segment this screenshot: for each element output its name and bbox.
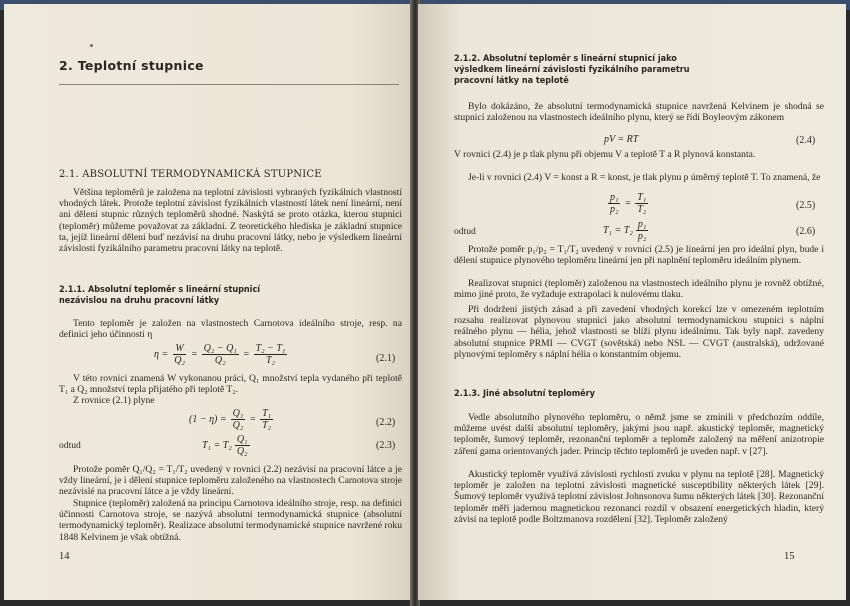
eq-2-6-frac-1: $\frac{\text{p₁}}{\text{p₂}}$ [637, 219, 647, 242]
equation-2-1: η = $\frac{W}{\text{Q₂}}$ = $\frac{\text{Q₂ − Q₁}}{\text{Q₂}}$ = $\frac{\text{T₂ − T₁}}{\text{T₂}}$ [154, 343, 286, 366]
eq-2-2-frac-2: $\frac{\text{T₁}}{\text{T₂}}$ [262, 408, 272, 431]
eq-2-5-number: (2.5) [796, 200, 816, 211]
eq-2-1-frac-2: $\frac{\text{Q₂ − Q₁}}{\text{Q₂}}$ [203, 343, 237, 366]
other-thermometers-paragraph: Vedle absolutního plynového teploměru, o němž jsme se zmínili v předchozím oddíle, můžeme uvést další absolutní teploměry, jakými jsou např. akustický teploměr, magnetický teploměr, šumový teploměr, rezonanční teploměr a teploměr založený na měření anizotropie záření gama orientovaných jader. Princip těchto teploměrů je uveden např. v [27]. [454, 412, 824, 457]
equation-2-5: $\frac{\text{p₁}}{\text{p₂}}$ = $\frac{\text{T₁}}{\text{T₂}}$ [610, 192, 647, 215]
right-page [418, 4, 846, 600]
eq-2-4-paragraph: V rovnici (2.4) je p tlak plynu při objemu V a teplotě T a R plynová konstanta. [454, 149, 756, 160]
section-heading-2-1: 2.1. ABSOLUTNÍ TERMODYNAMICKÁ STUPNICE [59, 169, 322, 180]
odtud-label-right: odtud [454, 226, 476, 237]
chapter-title: 2. Teplotní stupnice [59, 58, 204, 73]
page-number-right: 15 [784, 551, 795, 562]
subsection-heading-2-1-3: 2.1.3. Jiné absolutní teploměry [454, 389, 595, 399]
eq-2-2-frac-1: $\frac{\text{Q₁}}{\text{Q₂}}$ [232, 408, 244, 431]
proven-paragraph: Bylo dokázáno, že absolutní termodynamická stupnice navržená Kelvinem je shodná se stupnicí založenou na vlastnostech ideálního plynu, který se řídí Boyleovým zákonem [454, 101, 824, 124]
eq-2-1-frac-3: $\frac{\text{T₂ − T₁}}{\text{T₂}}$ [255, 343, 286, 366]
equation-2-2: (1 − η) = $\frac{\text{Q₁}}{\text{Q₂}}$ = $\frac{\text{T₁}}{\text{T₂}}$ [189, 408, 272, 431]
scale-paragraph: Stupnice (teploměr) založená na principu Carnotova ideálního stroje, resp. na definici účinnosti Carnotova stroje, se nazývá absolutní termodynamická stupnice (absolutní termodynamický teploměr). Realizace absolutní termodynamické stupnice navržené roku 1848 Kelvinem je však obtížná. [59, 498, 402, 543]
eq-2-1-number: (2.1) [376, 353, 396, 364]
ratio-paragraph: Protože poměr Q₁/Q₂ = T₁/T₂ uvedený v rovnici (2.2) nezávisí na pracovní látce a je vždy lineární, je i dělení stupnice teploměru založeného na vlastnostech Carnotova stroje nezávislé na pracovní látce a je vždy lineární. [59, 464, 402, 498]
equation-2-4: pV = RT [604, 134, 639, 145]
left-page [4, 4, 412, 600]
odtud-label-left: odtud [59, 440, 81, 451]
rules-paragraph: Při dodržení jistých zásad a při zavedení vhodných korekcí lze v omezeném teplotním rozsahu realizovat plynovou stupnici jako absolutní termodynamickou stupnici s náplní reálného plynu — hélia, jehož vlastnosti se blíží plynu ideálnímu. Tak byly např. zavedeny absolutní stupnice PRMI — CVGT (sovětská) nebo NSL — CVGT (australská), udržované plynovými teploměry s náplní hélia o konstantním objemu. [454, 304, 824, 360]
after-eq-2-1: V této rovnici znamená W vykonanou práci, Q₁ množství tepla vydaného při teplotě T₁ a Q₂ množství tepla přijatého při teplotě T₂. [59, 373, 402, 396]
eq-2-5-frac-1: $\frac{\text{p₁}}{\text{p₂}}$ [610, 192, 619, 215]
subsection-heading-2-1-2: 2.1.2. Absolutní teploměr s lineární stupnicí jako výsledkem lineární závislosti fyzikálního parametru pracovní látky na teplotě [454, 54, 690, 86]
equation-2-6: T₁ = T₂ $\frac{\text{p₁}}{\text{p₂}}$ [603, 219, 647, 242]
intro-paragraph: Většina teploměrů je založena na teplotní závislosti vybraných fyzikálních vlastností vhodných látek. Protože teplotní závislost fyzikálních vlastností látek není lineární, není ani dělení stupnic různých teploměrů shodné. Naskýtá se proto otázka, kterou stupnici (teploměr) můžeme považovat za základní. Z teoretického hlediska je základní stupnice ta, jejíž lineární dělení buď nezávisí na druhu pracovní látky, nebo je výsledkem lineární závislosti fyzikálního parametru pracovní látky na teplotě. [59, 187, 402, 255]
eq-2-1-lhs: η = [154, 349, 169, 360]
eq-2-3-frac-1: $\frac{\text{Q₁}}{\text{Q₂}}$ [236, 434, 248, 457]
print-speck [90, 44, 93, 47]
page-number-left: 14 [59, 551, 70, 562]
carnot-intro: Tento teploměr je založen na vlastnostech Carnotova ideálního stroje, resp. na definici jeho účinnosti η [59, 318, 402, 341]
eq-2-6-number: (2.6) [796, 226, 816, 237]
eq-2-2-number: (2.2) [376, 417, 396, 428]
eq-2-4-number: (2.4) [796, 135, 816, 146]
from-eq-2-1: Z rovnice (2.1) plyne [73, 395, 155, 406]
subsection-heading-2-1-1: 2.1.1. Absolutní teploměr s lineární stupnicí nezávislou na druhu pracovní látky [59, 285, 261, 306]
ratio-p-paragraph: Protože poměr p₁/p₂ = T₁/T₂ uvedený v rovnici (2.5) je lineární jen pro ideální plyn, bude i dělení stupnice plynového teploměru lineární jen při naplnění teploměru ideálním plynem. [454, 244, 824, 267]
eq-2-5-frac-2: $\frac{\text{T₁}}{\text{T₂}}$ [637, 192, 647, 215]
realization-paragraph: Realizovat stupnici (teploměr) založenou na vlastnostech ideálního plynu je rovněž obtížné, mimo jiné proto, že vyžaduje extrapolaci k nulovému tlaku. [454, 278, 824, 301]
chapter-rule [59, 84, 399, 85]
equation-2-3: T₁ = T₂ $\frac{\text{Q₁}}{\text{Q₂}}$ [202, 434, 248, 457]
eq-2-3-number: (2.3) [376, 440, 396, 451]
acoustic-paragraph: Akustický teploměr využívá závislosti rychlosti zvuku v plynu na teplotě [28]. Magnetický teploměr je založen na teplotní závislosti magnetické susceptibility některých látek [29]. Šumový teploměr využívá teplotní závislost Johnsonova šumu některých látek [30]. Rezonanční teploměr měří jadernou magnetickou rezonanci rozdíl v obsazení energetických hladin, který závisí na teplotě podle Boltzmanova rozdělení [32]. Teploměr založený [454, 469, 824, 525]
constant-paragraph: Je-li v rovnici (2.4) V = konst a R = konst, je tlak plynu p úměrný teplotě T. To znamená, že [468, 172, 821, 183]
eq-2-1-frac-1: $\frac{W}{\text{Q₂}}$ [174, 343, 185, 366]
